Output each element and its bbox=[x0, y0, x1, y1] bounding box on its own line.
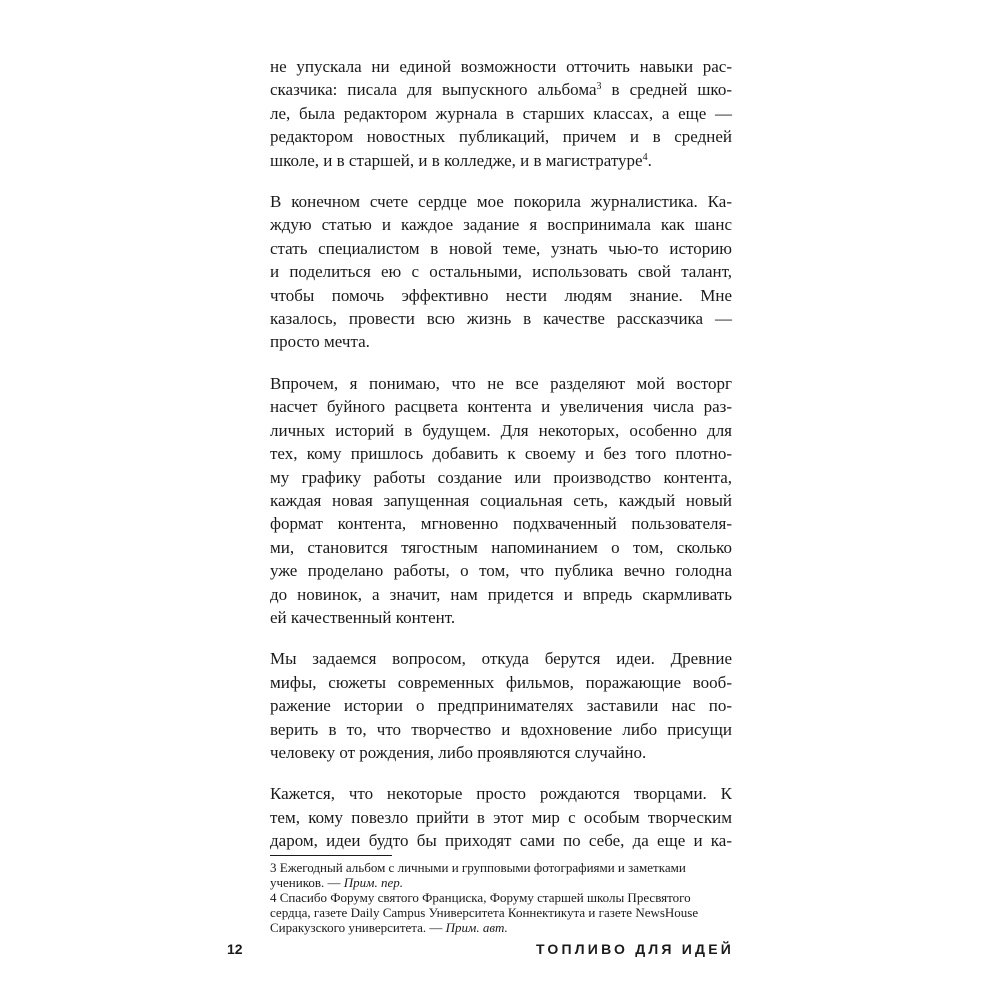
running-title: ТОПЛИВО ДЛЯ ИДЕЙ bbox=[536, 941, 734, 957]
footnote-text: Ежегодный альбом с личными и групповыми фотографиями и заметками учеников. — bbox=[270, 859, 686, 890]
paragraph-5 bbox=[270, 782, 732, 852]
text-line: ражение истории о предпринимателях заставили нас по- bbox=[270, 696, 732, 716]
text-line: и поделиться ею с остальными, использовать свой талант, bbox=[270, 262, 732, 282]
footnote-note: Прим. пер. bbox=[343, 874, 403, 890]
text-line: верить в то, что творчество и вдохновение либо присущи bbox=[270, 719, 732, 739]
footnote-divider bbox=[270, 855, 392, 856]
text-line: не упускала ни единой возможности отточить навыки рас- bbox=[270, 57, 732, 76]
footnote-note: Прим. авт. bbox=[445, 919, 508, 935]
paragraph-3 bbox=[270, 372, 732, 629]
paragraph-4 bbox=[270, 647, 732, 764]
text-line: Кажется, что некоторые просто рождаются творцами. К bbox=[270, 784, 732, 804]
text-line: просто мечта. bbox=[270, 332, 370, 352]
page-number: 12 bbox=[227, 941, 243, 957]
footnote-text: Спасибо Форуму святого Франциска, Форуму старшей школы Пресвятого сердца, газете Daily Campus Университета Коннектикута и газете NewsHouse Сиракузского университета. — bbox=[270, 889, 699, 935]
text-line: Впрочем, я понимаю, что не все разделяют мой восторг bbox=[270, 373, 732, 393]
text-line: школе, и в старшей, и в колледже, и в магистратуре$^4$. bbox=[270, 150, 652, 170]
footnote-number: 4 bbox=[270, 889, 277, 905]
text-line: редактором новостных публикаций, причем и в средней bbox=[270, 127, 732, 147]
footnote-number: 3 bbox=[270, 859, 277, 875]
text-line: чтобы помочь эффективно нести людям знание. Мне bbox=[270, 285, 732, 305]
footnote-ref-4[interactable]: 4 bbox=[642, 151, 648, 163]
paragraph-2 bbox=[270, 190, 732, 354]
text-line: мифы, сюжеты современных фильмов, поражающие вооб- bbox=[270, 672, 732, 692]
text-line: каждая новая запущенная социальная сеть, каждый новый bbox=[270, 490, 732, 510]
page-body bbox=[270, 55, 732, 935]
text-line: ми, становится тягостным напоминанием о том, сколько bbox=[270, 537, 732, 557]
footnote-3 bbox=[270, 860, 732, 890]
footnote-ref-3[interactable]: 3 bbox=[596, 81, 602, 93]
text-line: до новинок, а значит, нам придется и впредь скармливать bbox=[270, 584, 732, 604]
text-line: тех, кому пришлось добавить к своему и без того плотно- bbox=[270, 444, 732, 464]
footnote-4 bbox=[270, 890, 732, 935]
text-line: Мы задаемся вопросом, откуда берутся идеи. Древние bbox=[270, 649, 732, 669]
text-line: насчет буйного расцвета контента и увеличения числа раз- bbox=[270, 397, 732, 417]
text-line: ждую статью и каждое задание я воспринимала как шанс bbox=[270, 215, 732, 235]
text-line: формат контента, мгновенно подхваченный пользователя- bbox=[270, 514, 732, 534]
text-line: уже проделано работы, о том, что публика вечно голодна bbox=[270, 561, 732, 581]
text-line: казалось, провести всю жизнь в качестве рассказчика — bbox=[270, 309, 732, 329]
paragraph-1 bbox=[270, 55, 732, 172]
text-line: стать специалистом в новой теме, узнать чью-то историю bbox=[270, 238, 732, 258]
text-line: ле, была редактором журнала в старших классах, а еще — bbox=[270, 103, 732, 123]
text-line: ей качественный контент. bbox=[270, 607, 456, 627]
text-line: В конечном счете сердце мое покорила журналистика. Ка- bbox=[270, 192, 732, 212]
text-line: даром, идеи будто бы приходят сами по себе, да еще и ка- bbox=[270, 831, 732, 851]
text-line: человеку от рождения, либо проявляются случайно. bbox=[270, 742, 647, 762]
text-line: тем, кому повезло прийти в этот мир с особым творческим bbox=[270, 807, 732, 827]
text-line: личных историй в будущем. Для некоторых, особенно для bbox=[270, 420, 732, 440]
text-line: сказчика: писала для выпускного альбома$^3$ в средней шко- bbox=[270, 80, 732, 100]
text-line: му графику работы создание или производство контента, bbox=[270, 467, 732, 487]
